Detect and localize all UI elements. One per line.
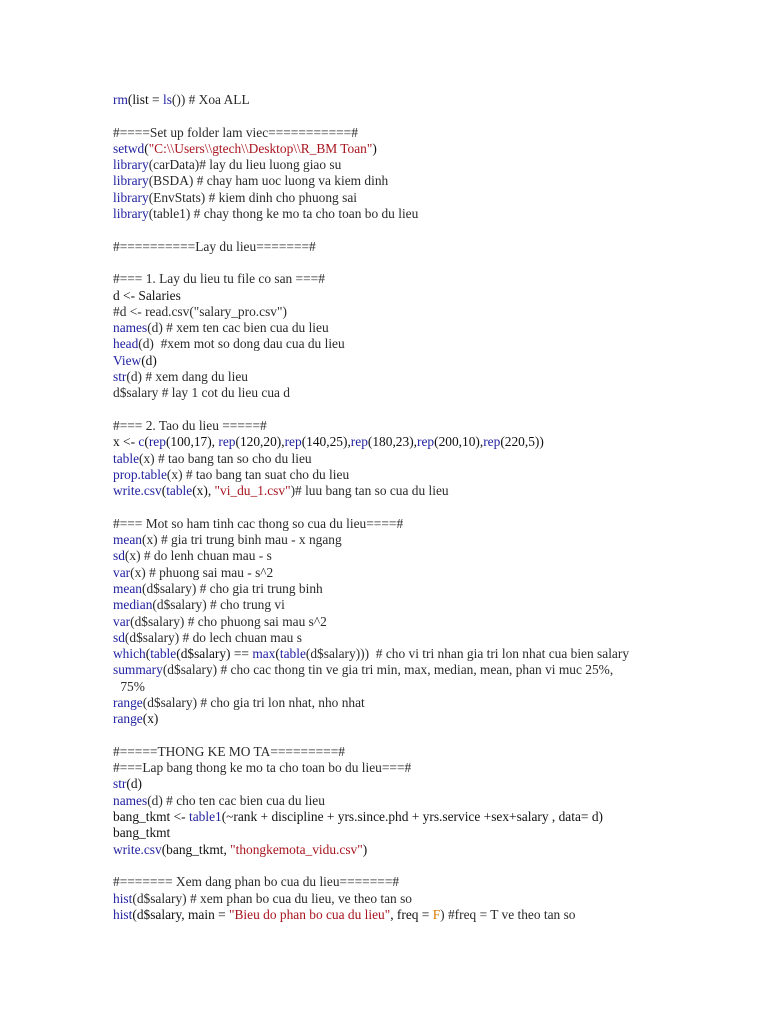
code-function: mean bbox=[113, 580, 142, 596]
code-function: sd bbox=[113, 629, 125, 645]
code-text: (220,5)) bbox=[500, 434, 544, 450]
code-line bbox=[113, 695, 733, 711]
code-line bbox=[113, 809, 733, 825]
code-text: (100,17), bbox=[165, 434, 219, 450]
code-line bbox=[113, 385, 733, 401]
code-function: library bbox=[113, 189, 149, 205]
code-function: hist bbox=[113, 906, 133, 922]
code-text: , freq = bbox=[390, 906, 433, 922]
code-text: (x) # do lenh chuan mau - s bbox=[124, 548, 272, 564]
code-text: (x) # tao bang tan so cho du lieu bbox=[139, 450, 312, 466]
code-text: (d) # xem ten cac bien cua du lieu bbox=[147, 320, 329, 336]
code-text: ( bbox=[161, 483, 167, 499]
code-document bbox=[113, 92, 733, 923]
code-function: var bbox=[113, 564, 131, 580]
code-line bbox=[113, 206, 733, 222]
code-line bbox=[113, 239, 733, 255]
code-text: (BSDA) # chay ham uoc luong va kiem dinh bbox=[148, 173, 389, 189]
code-text: (d) # xem dang du lieu bbox=[126, 369, 249, 385]
code-text: (x) # gia tri trung binh mau - x ngang bbox=[142, 532, 342, 548]
code-text: ) bbox=[362, 841, 368, 857]
code-line bbox=[113, 304, 733, 320]
code-function: library bbox=[113, 157, 149, 173]
code-text: (d$salary) # cho trung vi bbox=[152, 597, 285, 613]
code-function: names bbox=[113, 320, 148, 336]
code-text: (d) bbox=[126, 776, 143, 792]
code-function: median bbox=[113, 597, 153, 613]
code-function: table bbox=[279, 646, 306, 662]
code-line bbox=[113, 369, 733, 385]
blank-line bbox=[113, 222, 733, 238]
code-text: ( bbox=[144, 140, 149, 156]
code-function: which bbox=[113, 646, 146, 662]
code-line bbox=[113, 336, 733, 352]
code-line bbox=[113, 125, 733, 141]
code-text: #=== 2. Tao du lieu =====# bbox=[113, 417, 267, 433]
code-text: #==========Lay du lieu=======# bbox=[113, 238, 316, 254]
code-text: 75% bbox=[117, 678, 145, 694]
code-line bbox=[113, 467, 733, 483]
code-text: (180,23), bbox=[367, 434, 417, 450]
code-line bbox=[113, 288, 733, 304]
code-function: range bbox=[113, 694, 143, 710]
code-function: rep bbox=[148, 434, 166, 450]
code-text: (120,20), bbox=[235, 434, 285, 450]
code-string: "C:\\Users\\gtech\\Desktop\\R_BM Toan" bbox=[148, 140, 373, 156]
code-text: x <- bbox=[113, 434, 139, 450]
code-function: sd bbox=[113, 548, 125, 564]
code-line bbox=[113, 907, 733, 923]
code-line bbox=[113, 157, 733, 173]
code-function: range bbox=[113, 711, 143, 727]
code-line bbox=[113, 825, 733, 841]
code-line bbox=[113, 793, 733, 809]
code-line bbox=[113, 271, 733, 287]
code-text: ( bbox=[145, 646, 151, 662]
code-line bbox=[113, 776, 733, 792]
code-function: rep bbox=[417, 434, 435, 450]
code-text: (EnvStats) # kiem dinh cho phuong sai bbox=[148, 189, 357, 205]
code-text: #===Lap bang thong ke mo ta cho toan bo du lieu===# bbox=[113, 760, 412, 776]
code-text: (x), bbox=[192, 483, 215, 499]
code-text: ) #freq = T ve theo tan so bbox=[440, 906, 576, 922]
code-text: (d$salary))) # cho vi tri nhan gia tri lon nhat cua bien salary bbox=[305, 646, 630, 662]
code-text: (carData)# lay du lieu luong giao su bbox=[148, 157, 342, 173]
code-keyword: F bbox=[432, 906, 441, 922]
code-function: prop.table bbox=[113, 466, 167, 482]
code-function: hist bbox=[113, 890, 133, 906]
code-string: "vi_du_1.csv" bbox=[214, 483, 291, 499]
code-function: head bbox=[113, 336, 139, 352]
code-text: ()) # Xoa ALL bbox=[171, 92, 250, 107]
code-line bbox=[113, 173, 733, 189]
code-line bbox=[113, 679, 733, 695]
code-text: (d$salary) # cho gia tri lon nhat, nho nhat bbox=[142, 694, 365, 710]
code-line bbox=[113, 842, 733, 858]
code-function: mean bbox=[113, 532, 142, 548]
code-text: (list = bbox=[127, 92, 163, 107]
code-function: write.csv bbox=[113, 841, 162, 857]
code-line bbox=[113, 190, 733, 206]
code-line bbox=[113, 141, 733, 157]
blank-line bbox=[113, 728, 733, 744]
code-line bbox=[113, 434, 733, 450]
code-line bbox=[113, 711, 733, 727]
code-line bbox=[113, 614, 733, 630]
code-line bbox=[113, 353, 733, 369]
code-line bbox=[113, 744, 733, 760]
code-text: #=== Mot so ham tinh cac thong so cua du lieu====# bbox=[113, 515, 404, 531]
code-text: bang_tkmt <- bbox=[113, 809, 189, 825]
code-line bbox=[113, 548, 733, 564]
code-function: str bbox=[113, 776, 127, 792]
code-line bbox=[113, 662, 733, 678]
code-line bbox=[113, 565, 733, 581]
code-text: (table1) # chay thong ke mo ta cho toan bo du lieu bbox=[148, 206, 419, 222]
code-function: library bbox=[113, 206, 149, 222]
code-text: #====Set up folder lam viec===========# bbox=[113, 124, 358, 140]
code-text: (200,10), bbox=[434, 434, 484, 450]
code-text: (d$salary) # cho cac thong tin ve gia tri min, max, median, mean, phan vi muc 25%, bbox=[162, 662, 614, 678]
code-text: (d) # cho ten cac bien cua du lieu bbox=[147, 792, 325, 808]
code-text: (~rank + discipline + yrs.since.phd + yrs.service +sex+salary , data= d) bbox=[221, 809, 603, 825]
code-text: (d) #xem mot so dong dau cua du lieu bbox=[138, 336, 345, 352]
code-line bbox=[113, 516, 733, 532]
code-text: (d$salary) # cho phuong sai mau s^2 bbox=[130, 613, 327, 629]
code-text: (x) # phuong sai mau - s^2 bbox=[130, 564, 274, 580]
code-function: c bbox=[138, 434, 145, 450]
code-function: table1 bbox=[188, 809, 222, 825]
code-text: #=====THONG KE MO TA=========# bbox=[113, 743, 345, 759]
code-function: table bbox=[166, 483, 193, 499]
blank-line bbox=[113, 108, 733, 124]
code-line bbox=[113, 532, 733, 548]
code-text: ) bbox=[372, 140, 377, 156]
code-text: bang_tkmt bbox=[113, 825, 171, 841]
code-function: View bbox=[113, 352, 142, 368]
code-line bbox=[113, 630, 733, 646]
code-text: ( bbox=[275, 646, 280, 662]
code-text: (x) # tao bang tan suat cho du lieu bbox=[166, 466, 350, 482]
code-text: #======= Xem dang phan bo cua du lieu=======# bbox=[113, 874, 400, 890]
code-line bbox=[113, 891, 733, 907]
code-text: (d$salary) # do lech chuan mau s bbox=[124, 629, 302, 645]
code-line bbox=[113, 320, 733, 336]
code-function: rep bbox=[284, 434, 302, 450]
code-function: library bbox=[113, 173, 149, 189]
code-line bbox=[113, 418, 733, 434]
code-text: d$salary # lay 1 cot du lieu cua d bbox=[113, 385, 291, 401]
code-function: rep bbox=[350, 434, 368, 450]
code-line bbox=[113, 92, 733, 108]
code-function: table bbox=[150, 646, 177, 662]
code-text: (d$salary) == bbox=[176, 646, 253, 662]
code-function: rep bbox=[483, 434, 501, 450]
code-function: str bbox=[113, 369, 127, 385]
code-function: max bbox=[252, 646, 276, 662]
code-function: summary bbox=[113, 662, 163, 678]
code-line bbox=[113, 646, 733, 662]
code-line bbox=[113, 760, 733, 776]
blank-line bbox=[113, 402, 733, 418]
code-function: rm bbox=[113, 92, 128, 107]
code-function: setwd bbox=[113, 140, 145, 156]
code-text: #d <- read.csv("salary_pro.csv") bbox=[113, 303, 287, 319]
code-string: "Bieu do phan bo cua du lieu" bbox=[229, 906, 391, 922]
code-line bbox=[113, 483, 733, 499]
code-function: rep bbox=[218, 434, 236, 450]
code-text: ( bbox=[144, 434, 149, 450]
code-line bbox=[113, 581, 733, 597]
code-line bbox=[113, 597, 733, 613]
code-text: )# luu bang tan so cua du lieu bbox=[290, 483, 449, 499]
blank-line bbox=[113, 499, 733, 515]
code-text: (d$salary, main = bbox=[132, 906, 230, 922]
code-text: d <- Salaries bbox=[113, 287, 181, 303]
blank-line bbox=[113, 255, 733, 271]
code-function: ls bbox=[162, 92, 172, 107]
code-function: table bbox=[113, 450, 140, 466]
blank-line bbox=[113, 858, 733, 874]
code-line bbox=[113, 451, 733, 467]
code-text: (x) bbox=[142, 711, 159, 727]
code-text: (bang_tkmt, bbox=[161, 841, 231, 857]
code-text: (140,25), bbox=[301, 434, 351, 450]
code-function: names bbox=[113, 792, 148, 808]
code-text: (d$salary) # xem phan bo cua du lieu, ve theo tan so bbox=[132, 890, 412, 906]
code-text: (d) bbox=[141, 352, 157, 368]
code-function: write.csv bbox=[113, 483, 162, 499]
code-line bbox=[113, 874, 733, 890]
code-string: "thongkemota_vidu.csv" bbox=[230, 841, 363, 857]
code-function: var bbox=[113, 613, 131, 629]
code-text: #=== 1. Lay du lieu tu file co san ===# bbox=[113, 271, 325, 287]
code-text: (d$salary) # cho gia tri trung binh bbox=[142, 580, 323, 596]
